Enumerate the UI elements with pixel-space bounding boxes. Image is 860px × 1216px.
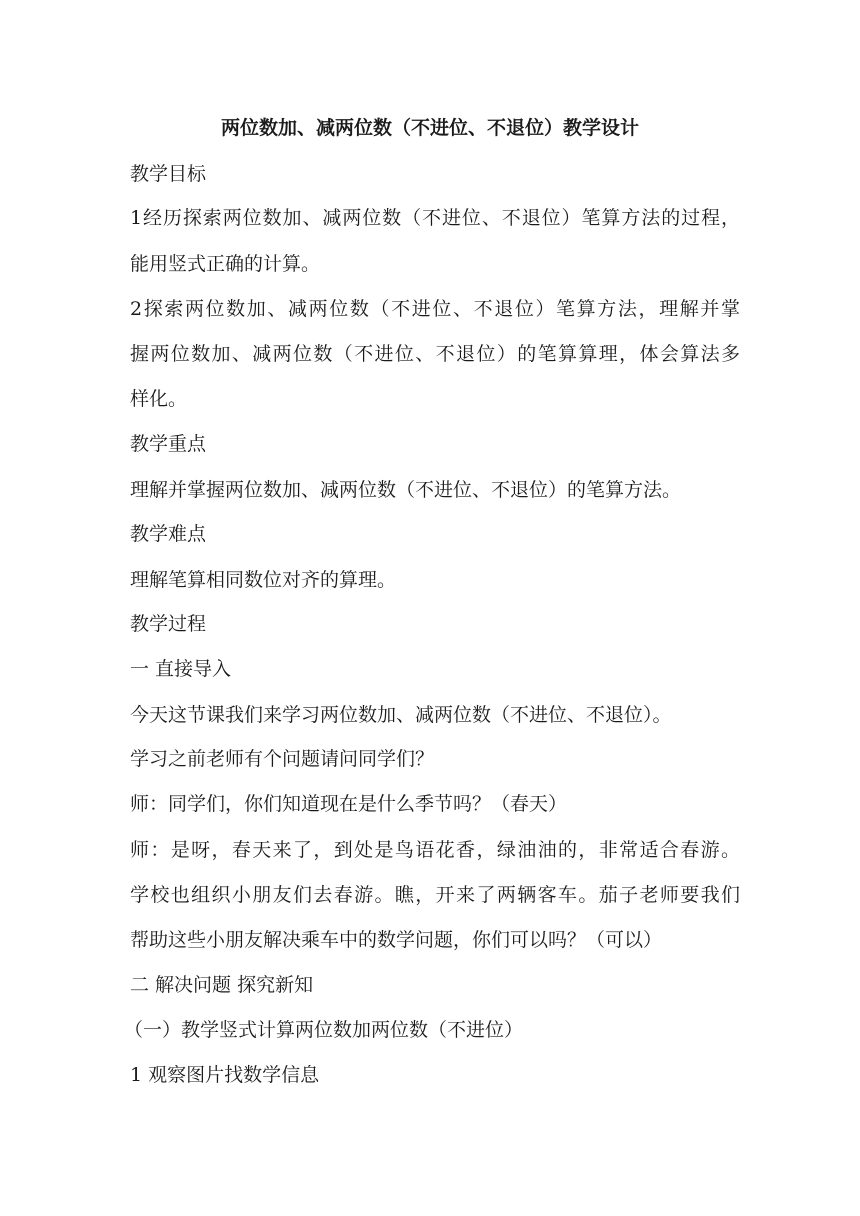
paragraph-line: 师：同学们，你们知道现在是什么季节吗？（春天） bbox=[130, 793, 568, 815]
paragraph-line: 能用竖式正确的计算。 bbox=[130, 253, 321, 275]
document-title: 两位数加、减两位数（不进位、不退位）教学设计 bbox=[220, 117, 639, 139]
paragraph-line: 理解笔算相同数位对齐的算理。 bbox=[130, 569, 397, 591]
paragraph-line: 1经历探索两位数加、减两位数（不进位、不退位）笔算方法的过程， bbox=[130, 207, 740, 229]
paragraph-line: 今天这节课我们来学习两位数加、减两位数（不进位、不退位）。 bbox=[130, 704, 672, 726]
paragraph-line: 帮助这些小朋友解决乘车中的数学问题，你们可以吗？（可以） bbox=[130, 929, 663, 951]
paragraph-line: 握两位数加、减两位数（不进位、不退位）的笔算算理，体会算法多 bbox=[130, 343, 740, 365]
paragraph-line: 师：是呀，春天来了，到处是鸟语花香，绿油油的，非常适合春游。 bbox=[130, 839, 740, 861]
heading-key-points: 教学重点 bbox=[130, 433, 207, 455]
heading-teaching-process: 教学过程 bbox=[130, 613, 207, 635]
section-heading: 一 直接导入 bbox=[130, 658, 232, 680]
paragraph-line: 2探索两位数加、减两位数（不进位、不退位）笔算方法，理解并掌 bbox=[130, 298, 740, 320]
paragraph-line: 样化。 bbox=[130, 388, 188, 410]
heading-difficulties: 教学难点 bbox=[130, 523, 207, 545]
heading-teaching-objectives: 教学目标 bbox=[130, 163, 207, 185]
subsection-heading: （一）教学竖式计算两位数加两位数（不进位） bbox=[124, 1019, 524, 1041]
paragraph-line: 理解并掌握两位数加、减两位数（不进位、不退位）的笔算方法。 bbox=[130, 479, 682, 501]
paragraph-line: 学校也组织小朋友们去春游。瞧，开来了两辆客车。茄子老师要我们 bbox=[130, 884, 740, 906]
paragraph-line: 1 观察图片找数学信息 bbox=[130, 1064, 320, 1086]
section-heading: 二 解决问题 探究新知 bbox=[130, 974, 314, 996]
paragraph-line: 学习之前老师有个问题请问同学们？ bbox=[130, 748, 435, 770]
